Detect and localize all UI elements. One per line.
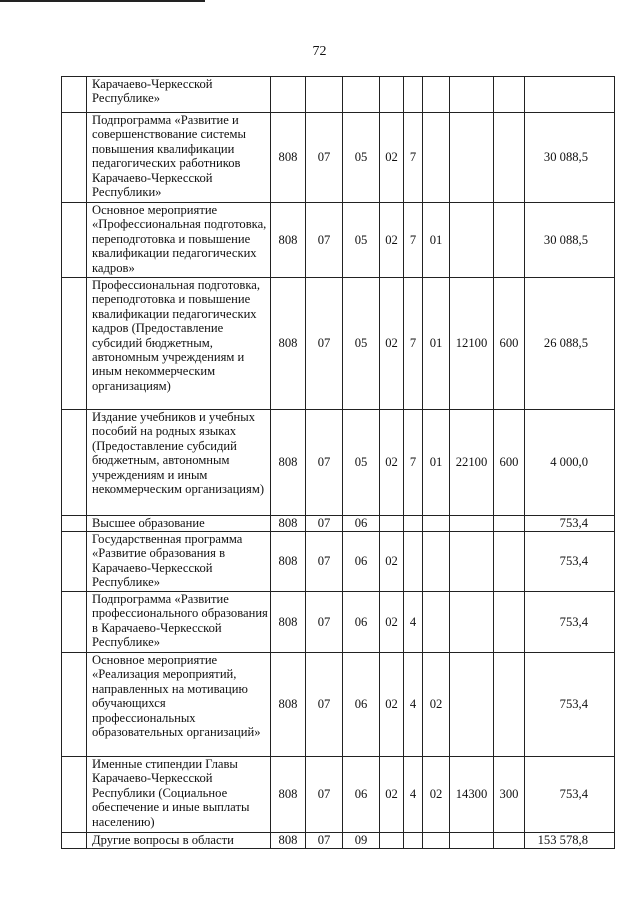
cell-subprogram: 4 <box>404 757 423 833</box>
cell-sum: 30 088,5 <box>525 113 615 203</box>
cell-blank <box>62 77 87 113</box>
cell-program <box>380 833 404 849</box>
cell-blank <box>62 532 87 592</box>
cell-expense-type <box>494 653 525 757</box>
table-body <box>62 77 615 849</box>
cell-subprogram: 7 <box>404 278 423 410</box>
cell-direction: 22100 <box>450 410 494 516</box>
cell-expense-type: 600 <box>494 278 525 410</box>
cell-expense-type: 300 <box>494 757 525 833</box>
cell-pr: 05 <box>343 203 380 278</box>
cell-ved: 808 <box>271 516 306 532</box>
cell-ved: 808 <box>271 532 306 592</box>
page-number: 72 <box>312 44 327 59</box>
top-rule <box>0 0 205 2</box>
cell-subprogram: 7 <box>404 410 423 516</box>
cell-pr: 09 <box>343 833 380 849</box>
table-row <box>62 410 615 516</box>
cell-pr: 05 <box>343 113 380 203</box>
table-row <box>62 757 615 833</box>
cell-sum: 153 578,8 <box>525 833 615 849</box>
cell-pr: 06 <box>343 592 380 653</box>
cell-direction <box>450 113 494 203</box>
cell-blank <box>62 653 87 757</box>
table-row <box>62 516 615 532</box>
cell-pr: 06 <box>343 516 380 532</box>
cell-expense-type <box>494 113 525 203</box>
cell-name: Государственная программа «Развитие образования в Карачаево-Черкесской Республике» <box>87 532 271 592</box>
cell-measure: 01 <box>423 203 450 278</box>
cell-direction: 14300 <box>450 757 494 833</box>
cell-ved <box>271 77 306 113</box>
cell-rz: 07 <box>306 592 343 653</box>
cell-direction <box>450 77 494 113</box>
cell-subprogram <box>404 833 423 849</box>
cell-sum: 753,4 <box>525 592 615 653</box>
cell-direction <box>450 592 494 653</box>
cell-ved: 808 <box>271 653 306 757</box>
cell-ved: 808 <box>271 410 306 516</box>
cell-name: Другие вопросы в области <box>87 833 271 849</box>
cell-pr <box>343 77 380 113</box>
cell-measure <box>423 77 450 113</box>
cell-name: Издание учебников и учебных пособий на родных языках (Предоставление субсидий бюджетным, автономным учреждениям и иным некоммерческим организациям) <box>87 410 271 516</box>
cell-expense-type <box>494 592 525 653</box>
cell-ved: 808 <box>271 203 306 278</box>
cell-name: Карачаево-Черкесской Республике» <box>87 77 271 113</box>
cell-subprogram <box>404 516 423 532</box>
cell-blank <box>62 757 87 833</box>
cell-ved: 808 <box>271 833 306 849</box>
cell-expense-type <box>494 532 525 592</box>
cell-program: 02 <box>380 653 404 757</box>
cell-sum: 753,4 <box>525 532 615 592</box>
cell-rz: 07 <box>306 833 343 849</box>
cell-program <box>380 516 404 532</box>
cell-program: 02 <box>380 532 404 592</box>
cell-pr: 05 <box>343 410 380 516</box>
cell-expense-type <box>494 77 525 113</box>
cell-subprogram: 4 <box>404 592 423 653</box>
cell-measure <box>423 113 450 203</box>
cell-subprogram: 7 <box>404 203 423 278</box>
cell-measure <box>423 516 450 532</box>
cell-rz: 07 <box>306 757 343 833</box>
table-row <box>62 833 615 849</box>
cell-program: 02 <box>380 113 404 203</box>
cell-program: 02 <box>380 203 404 278</box>
cell-name: Именные стипендии Главы Карачаево-Черкесской Республики (Социальное обеспечение и иные выплаты населению) <box>87 757 271 833</box>
cell-rz: 07 <box>306 516 343 532</box>
cell-rz: 07 <box>306 532 343 592</box>
cell-measure <box>423 592 450 653</box>
cell-blank <box>62 410 87 516</box>
table-row <box>62 532 615 592</box>
cell-ved: 808 <box>271 757 306 833</box>
cell-blank <box>62 113 87 203</box>
table-row <box>62 592 615 653</box>
cell-blank <box>62 592 87 653</box>
cell-sum <box>525 77 615 113</box>
cell-subprogram: 4 <box>404 653 423 757</box>
cell-pr: 05 <box>343 278 380 410</box>
cell-direction <box>450 653 494 757</box>
table-row <box>62 278 615 410</box>
table-row <box>62 653 615 757</box>
cell-subprogram <box>404 532 423 592</box>
cell-name: Подпрограмма «Развитие профессионального образования в Карачаево-Черкесской Республике» <box>87 592 271 653</box>
cell-direction: 12100 <box>450 278 494 410</box>
cell-program: 02 <box>380 278 404 410</box>
cell-blank <box>62 516 87 532</box>
cell-name: Основное мероприятие «Реализация мероприятий, направленных на мотивацию обучающихся профессиональных образовательных организаций» <box>87 653 271 757</box>
cell-pr: 06 <box>343 653 380 757</box>
cell-expense-type <box>494 516 525 532</box>
cell-sum: 4 000,0 <box>525 410 615 516</box>
cell-name: Подпрограмма «Развитие и совершенствование системы повышения квалификации педагогических работников Карачаево-Черкесской Республики» <box>87 113 271 203</box>
cell-ved: 808 <box>271 278 306 410</box>
cell-sum: 753,4 <box>525 757 615 833</box>
cell-direction <box>450 532 494 592</box>
table-row <box>62 113 615 203</box>
cell-measure <box>423 833 450 849</box>
cell-rz: 07 <box>306 653 343 757</box>
cell-name: Профессиональная подготовка, переподготовка и повышение квалификации педагогических кадров (Предоставление субсидий бюджетным, автономным учреждениям и иным некоммерческим организациям) <box>87 278 271 410</box>
cell-subprogram <box>404 77 423 113</box>
cell-name: Высшее образование <box>87 516 271 532</box>
cell-rz: 07 <box>306 278 343 410</box>
cell-blank <box>62 203 87 278</box>
budget-table <box>61 76 615 849</box>
cell-direction <box>450 203 494 278</box>
cell-expense-type <box>494 203 525 278</box>
cell-program: 02 <box>380 757 404 833</box>
cell-measure: 02 <box>423 653 450 757</box>
cell-ved: 808 <box>271 592 306 653</box>
cell-expense-type <box>494 833 525 849</box>
cell-expense-type: 600 <box>494 410 525 516</box>
cell-measure: 01 <box>423 278 450 410</box>
cell-measure: 01 <box>423 410 450 516</box>
cell-sum: 753,4 <box>525 516 615 532</box>
table-row <box>62 203 615 278</box>
cell-measure: 02 <box>423 757 450 833</box>
cell-blank <box>62 278 87 410</box>
cell-rz <box>306 77 343 113</box>
cell-sum: 753,4 <box>525 653 615 757</box>
cell-pr: 06 <box>343 757 380 833</box>
cell-name: Основное мероприятие «Профессиональная подготовка, переподготовка и повышение квалификации педагогических кадров» <box>87 203 271 278</box>
cell-program: 02 <box>380 410 404 516</box>
cell-direction <box>450 833 494 849</box>
cell-subprogram: 7 <box>404 113 423 203</box>
cell-sum: 26 088,5 <box>525 278 615 410</box>
cell-measure <box>423 532 450 592</box>
cell-program <box>380 77 404 113</box>
cell-sum: 30 088,5 <box>525 203 615 278</box>
cell-program: 02 <box>380 592 404 653</box>
table-row <box>62 77 615 113</box>
cell-rz: 07 <box>306 203 343 278</box>
cell-direction <box>450 516 494 532</box>
cell-ved: 808 <box>271 113 306 203</box>
cell-blank <box>62 833 87 849</box>
cell-pr: 06 <box>343 532 380 592</box>
cell-rz: 07 <box>306 410 343 516</box>
cell-rz: 07 <box>306 113 343 203</box>
